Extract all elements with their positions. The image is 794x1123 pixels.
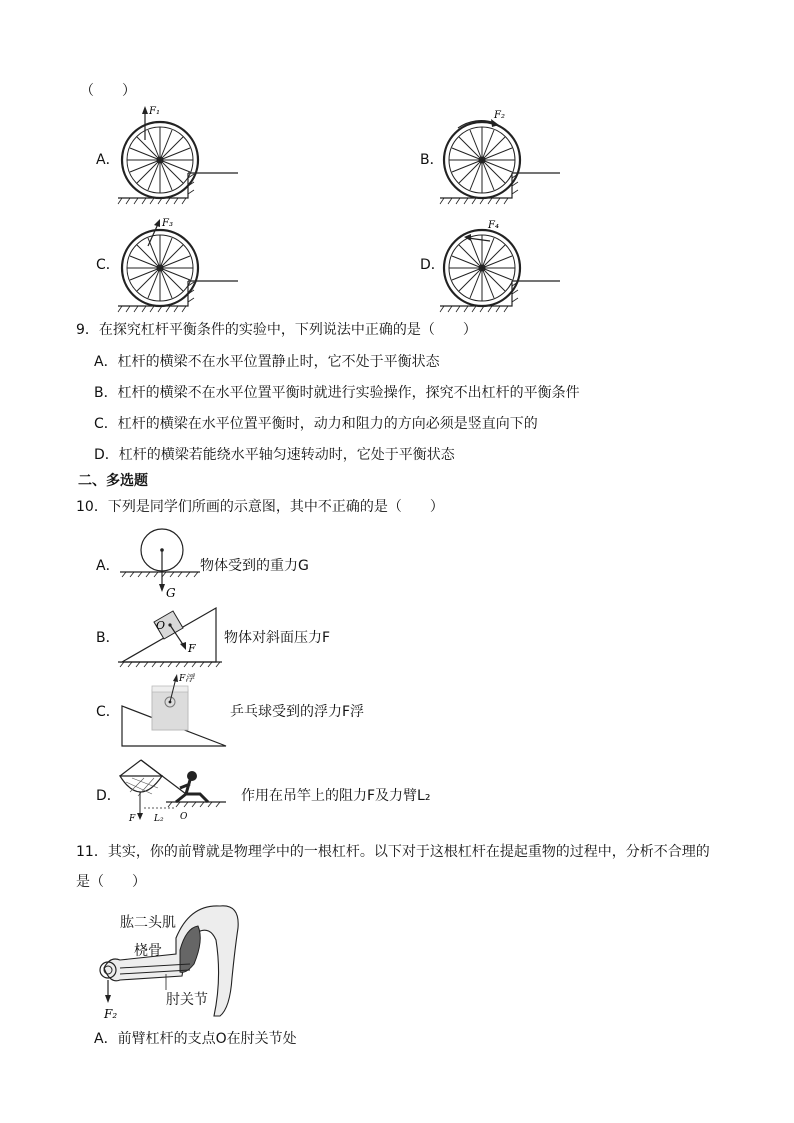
q9-option-a: A．杠杆的横梁不在水平位置静止时，它不处于平衡状态: [94, 354, 440, 370]
q10-option-a-caption: 物体受到的重力G: [200, 558, 309, 574]
q8-option-b-letter: B．: [420, 152, 444, 168]
q8-wheel-figure-d: [440, 206, 570, 316]
q8-wheel-figure-c: [118, 206, 248, 316]
section-title-multiple-choice: 二、多选题: [78, 473, 148, 489]
q10-option-d-letter: D．: [96, 788, 121, 804]
q9-option-d: D．杠杆的横梁若能绕水平轴匀速转动时，它处于平衡状态: [94, 447, 455, 463]
q10-figure-d-label-o: O: [180, 812, 188, 822]
q10-figure-a-label-g: G: [166, 586, 176, 600]
q9-option-c: C．杠杆的横梁在水平位置平衡时，动力和阻力的方向必须是竖直向下的: [94, 416, 538, 432]
q10-option-d-caption: 作用在吊竿上的阻力F及力臂L₂: [241, 788, 431, 804]
wheel-icon: [444, 230, 520, 306]
force-label-f2: F₂: [494, 110, 505, 121]
force-label-f3: F₃: [162, 218, 173, 229]
q10-figure-c-buoyancy: [118, 672, 228, 747]
q8-wheel-figure-b: [440, 98, 570, 208]
q8-option-d-letter: D．: [420, 257, 445, 273]
q9-option-b: B．杠杆的横梁不在水平位置平衡时就进行实验操作，探究不出杠杆的平衡条件: [94, 385, 580, 401]
wheel-icon: [122, 230, 198, 306]
force-label-f1: F₁: [149, 106, 160, 117]
q11-label-elbow: 肘关节: [166, 992, 208, 1008]
q10-figure-c-label-f-float: F浮: [179, 674, 195, 684]
q10-option-a-letter: A．: [96, 558, 120, 574]
q10-figure-d-lever-pole: [116, 758, 236, 823]
q10-option-b-letter: B．: [96, 630, 120, 646]
q11-label-f2: F₂: [104, 1007, 118, 1021]
q10-figure-d-label-f: F: [129, 814, 136, 824]
wheel-icon: [444, 122, 520, 198]
q10-option-b-caption: 物体对斜面压力F: [224, 630, 331, 646]
q9-stem: 9．在探究杠杆平衡条件的实验中，下列说法中正确的是（ ）: [76, 322, 477, 338]
q10-figure-d-label-l2: L₂: [154, 814, 164, 824]
q10-stem: 10．下列是同学们所画的示意图，其中不正确的是（ ）: [76, 499, 444, 515]
q10-option-c-caption: 乒乓球受到的浮力F浮: [230, 704, 365, 720]
q10-figure-b-label-o: O: [156, 619, 166, 632]
q11-option-a: A．前臂杠杆的支点O在肘关节处: [94, 1031, 297, 1047]
q11-label-biceps: 肱二头肌: [120, 915, 176, 931]
q10-figure-b-incline-pressure: [118, 598, 228, 673]
q8-option-a-letter: A．: [96, 152, 120, 168]
q11-stem-line2: 是（ ）: [76, 874, 146, 890]
q10-figure-a-ball-gravity: [120, 525, 210, 600]
q8-wheel-figure-a: [118, 98, 248, 208]
q11-stem-line1: 11．其实，你的前臂就是物理学中的一根杠杆。以下对于这根杠杆在提起重物的过程中，分析不合理的: [76, 844, 710, 860]
q8-paren: （ ）: [80, 83, 136, 99]
q10-figure-b-label-f: F: [188, 642, 196, 655]
q8-option-c-letter: C．: [96, 257, 120, 273]
q10-option-c-letter: C．: [96, 704, 120, 720]
force-label-f4: F₄: [488, 220, 499, 231]
q11-label-radius: 桡骨: [134, 943, 162, 959]
wheel-icon: [122, 122, 198, 198]
